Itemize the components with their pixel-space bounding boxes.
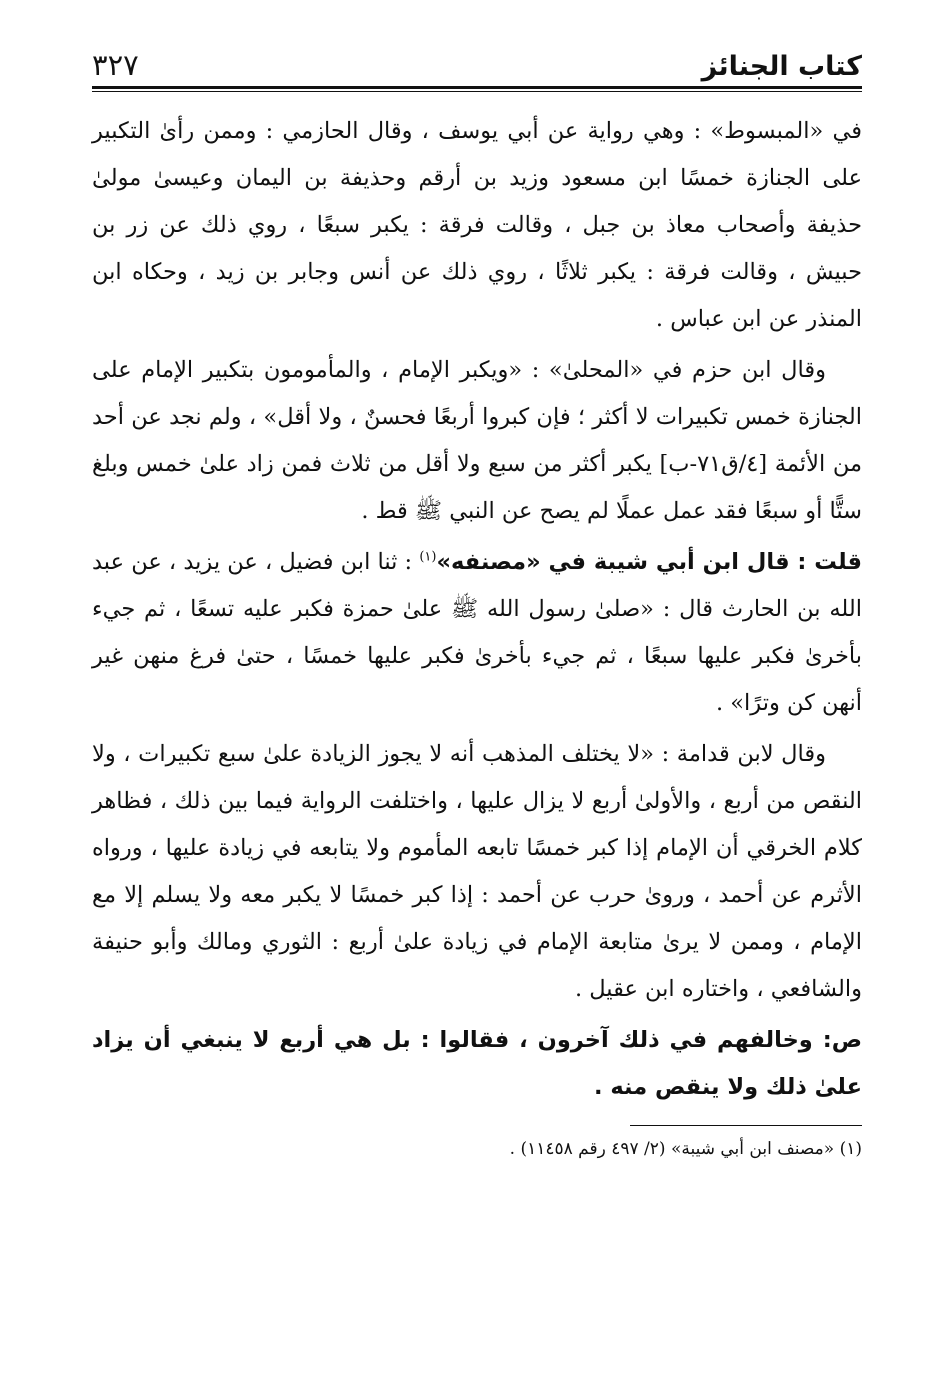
book-title: كتاب الجنائز: [701, 51, 862, 82]
body-text: [92, 108, 862, 1111]
paragraph-1: في «المبسوط» : وهي رواية عن أبي يوسف ، وقال الحازمي : وممن رأىٰ التكبير على الجنازة خمسًا ابن مسعود وزيد بن أرقم وحذيفة بن اليمان وعيسىٰ مولىٰ حذيفة وأصحاب معاذ بن جبل ، وقالت فرقة : يكبر سبعًا ، روي ذلك عن زر بن حبيش ، وقالت فرقة : يكبر ثلاثًا ، روي ذلك عن أنس وجابر بن زيد ، وحكاه ابن المنذر عن ابن عباس .: [92, 118, 862, 332]
paragraph-5: ص: وخالفهم في ذلك آخرون ، فقالوا : بل هي أربع لا ينبغي أن يزاد علىٰ ذلك ولا ينقص منه .: [92, 1027, 862, 1100]
page-number: ٣٢٧: [92, 48, 139, 82]
footnote-1: (١) «مصنف ابن أبي شيبة» (٢/ ٤٩٧ رقم ١١٤٥٨) .: [509, 1139, 862, 1159]
paragraph-3: [92, 539, 862, 727]
running-header: [92, 36, 862, 80]
header-rule-thin: [92, 91, 862, 92]
paragraph-3-lead: قلت : قال ابن أبي شيبة في «مصنفه»: [436, 549, 862, 575]
footnote-separator: [630, 1125, 862, 1126]
footnote-reference: (١): [419, 549, 437, 565]
paragraph-2: وقال ابن حزم في «المحلىٰ» : «ويكبر الإمام ، والمأمومون بتكبير الإمام على الجنازة خمس تكبيرات لا أكثر ؛ فإن كبروا أربعًا فحسنٌ ، ولا أقل» ، ولم نجد عن أحد من الأئمة [٤/ق٧١-ب] يكبر أكثر من سبع ولا أقل من ثلاث فمن زاد علىٰ خمس وبلغ ستًّا أو سبعًا فقد عمل عملًا لم يصح عن النبي ﷺ قط .: [92, 357, 863, 524]
book-page: [92, 36, 862, 1162]
paragraph-4: وقال لابن قدامة : «لا يختلف المذهب أنه لا يجوز الزيادة علىٰ سبع تكبيرات ، ولا النقص من أربع ، والأولىٰ أربع لا يزال عليها ، واختلفت الرواية فيما بين ذلك ، فظاهر كلام الخرقي أن الإمام إذا كبر خمسًا تابعه المأموم ولا يتابعه في زيادة عليها ، ورواه الأثرم عن أحمد ، وروىٰ حرب عن أحمد : إذا كبر خمسًا لا يكبر معه ولا يسلم إلا مع الإمام ، وممن لا يرىٰ متابعة الإمام في زيادة علىٰ أربع : الثوري ومالك وأبو حنيفة والشافعي ، واختاره ابن عقيل .: [92, 741, 862, 1002]
paragraph-3-text: : ثنا ابن فضيل ، عن يزيد ، عن عبد الله بن الحارث قال : «صلىٰ رسول الله ﷺ علىٰ حمزة فكبر عليه تسعًا ، ثم جيء بأخرىٰ فكبر عليها سبعًا ، ثم جيء بأخرىٰ فكبر عليها خمسًا ، حتىٰ فرغ منهن غير أنهن كن وترًا» .: [92, 549, 862, 716]
header-rule-thick: [92, 86, 862, 89]
